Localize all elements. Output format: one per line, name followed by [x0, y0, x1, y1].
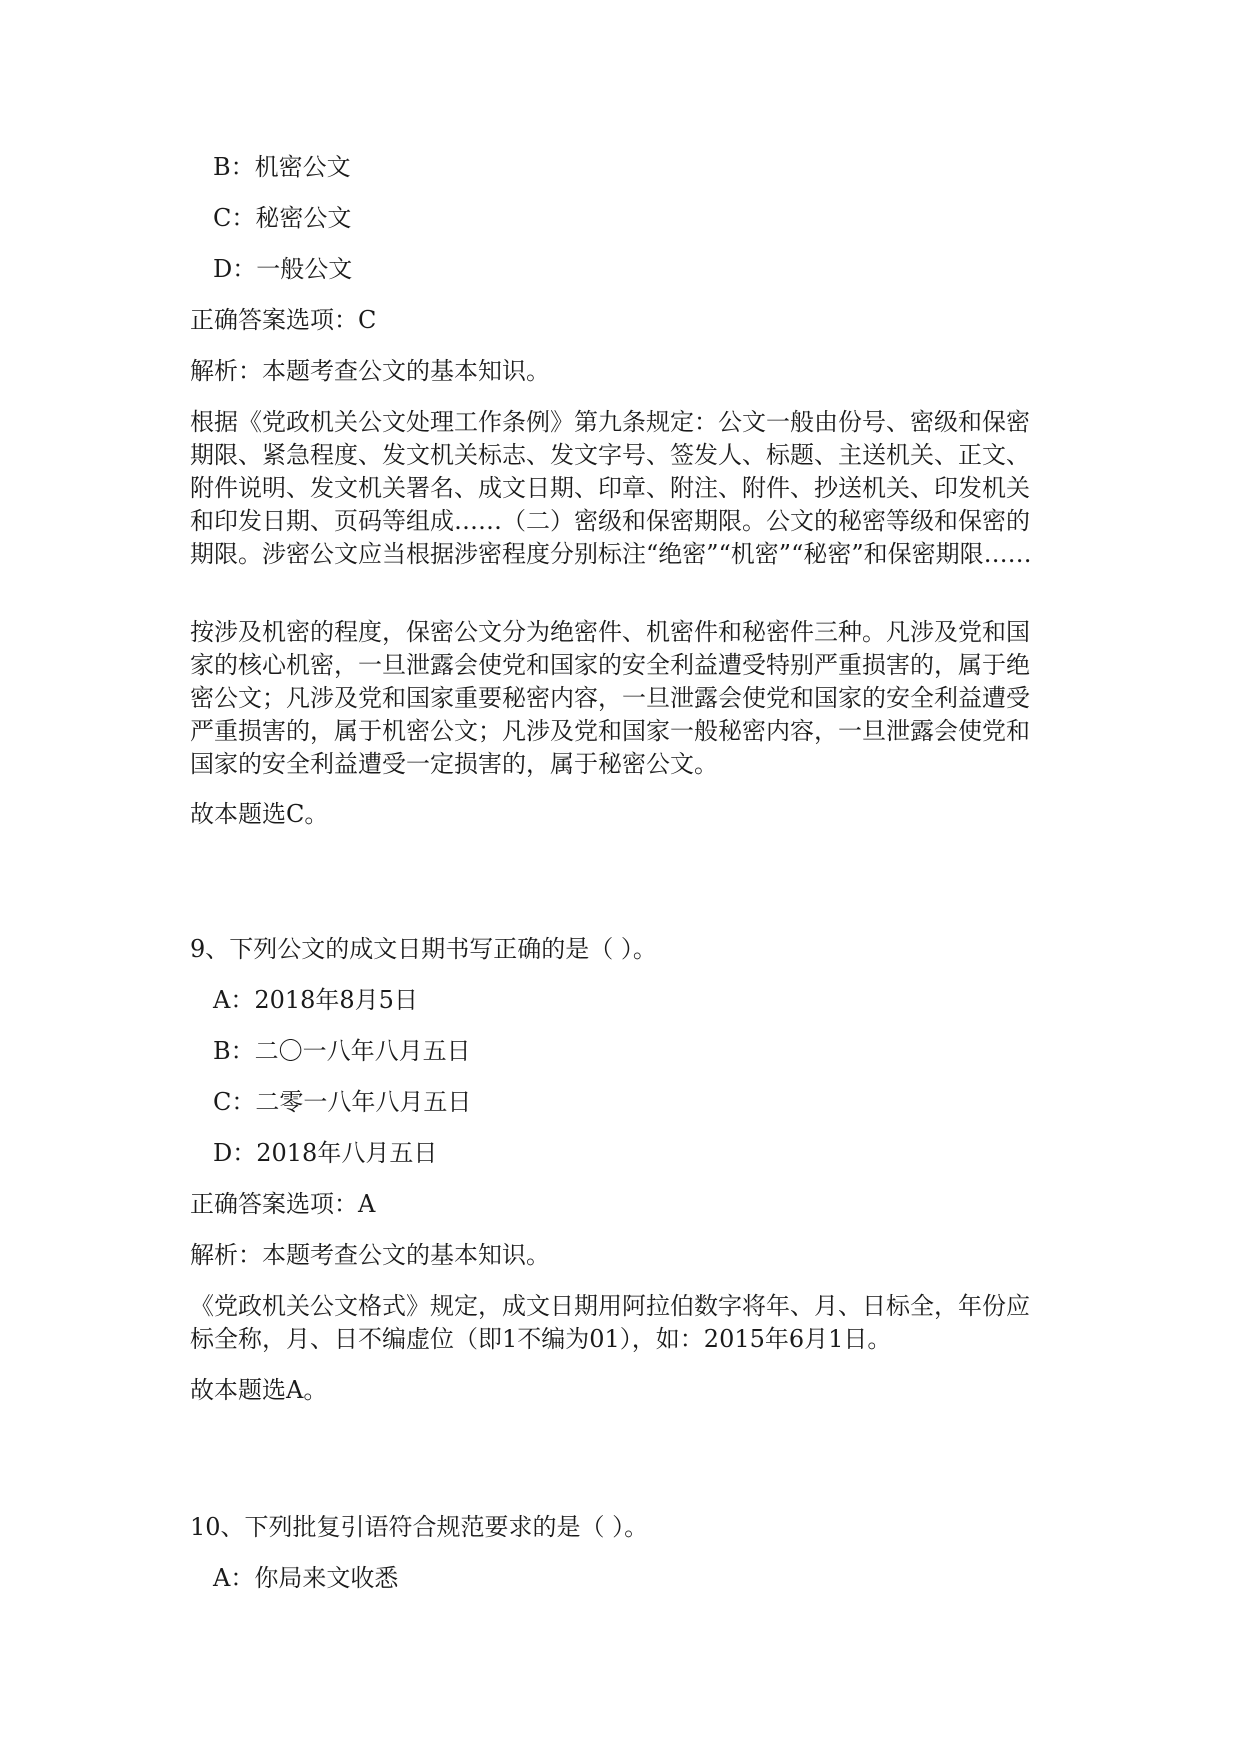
analysis-paragraph: 按涉及机密的程度，保密公文分为绝密件、机密件和秘密件三种。凡涉及党和国家的核心机密，一旦泄露会使党和国家的安全利益遭受特别严重损害的，属于绝密公文；凡涉及党和国家重要秘密内容，一旦泄露会使党和国家的安全利益遭受严重损害的，属于机密公文；凡涉及党和国家一般秘密内容，一旦泄露会使党和国家的安全利益遭受一定损害的，属于秘密公文。 [190, 618, 1030, 778]
option-a: A：2018年8月5日 [213, 986, 418, 1014]
question-10: 10、下列批复引语符合规范要求的是（ ）。 [190, 1513, 649, 1541]
answer-line: 正确答案选项：A [190, 1190, 376, 1218]
analysis-paragraph: 根据《党政机关公文处理工作条例》第九条规定：公文一般由份号、密级和保密期限、紧急程度、发文机关标志、发文字号、签发人、标题、主送机关、正文、附件说明、发文机关署名、成文日期、印章、附注、附件、抄送机关、印发机关和印发日期、页码等组成……（二）密级和保密期限。公文的秘密等级和保密的期限。涉密公文应当根据涉密程度分别标注“绝密”“机密”“秘密”和保密期限…… [190, 408, 1032, 568]
option-d: D：一般公文 [213, 255, 353, 283]
conclusion-line: 故本题选C。 [190, 800, 329, 828]
option-d: D：2018年八月五日 [213, 1139, 438, 1167]
option-b: B：机密公文 [213, 153, 351, 181]
conclusion-line: 故本题选A。 [190, 1376, 328, 1404]
option-c: C：秘密公文 [213, 204, 352, 232]
analysis-intro: 解析：本题考查公文的基本知识。 [190, 357, 550, 385]
analysis-paragraph: 《党政机关公文格式》规定，成文日期用阿拉伯数字将年、月、日标全，年份应标全称，月、日不编虚位（即1不编为01），如：2015年6月1日。 [190, 1292, 1030, 1353]
answer-line: 正确答案选项：C [190, 306, 377, 334]
option-c: C：二零一八年八月五日 [213, 1088, 472, 1116]
option-b: B：二〇一八年八月五日 [213, 1037, 471, 1065]
question-9: 9、下列公文的成文日期书写正确的是（ ）。 [190, 935, 657, 963]
option-a: A：你局来文收悉 [213, 1564, 399, 1592]
analysis-intro: 解析：本题考查公文的基本知识。 [190, 1241, 550, 1269]
